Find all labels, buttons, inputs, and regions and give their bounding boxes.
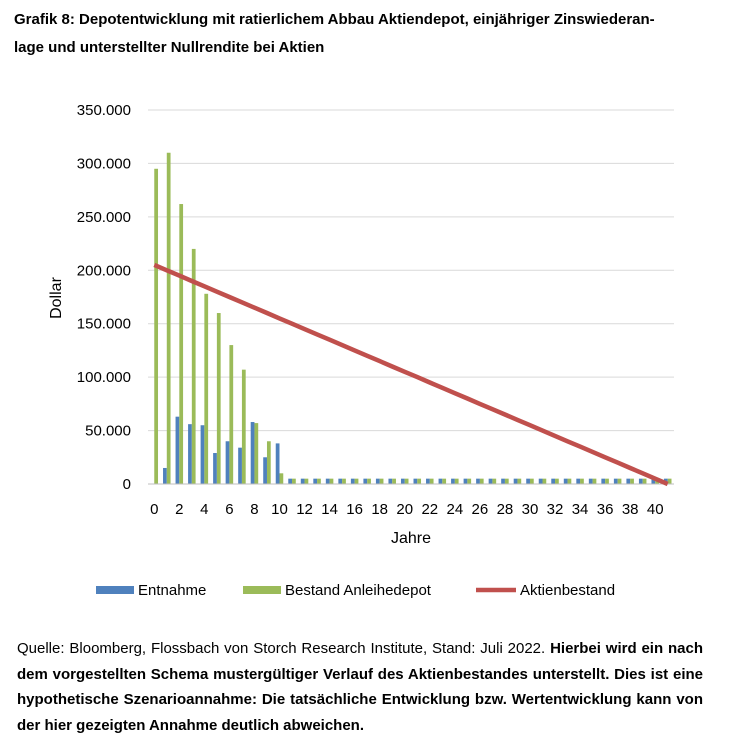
chart-title-line-2: lage und unterstellter Nullrendite bei Aktien (14, 39, 325, 56)
source-text: Quelle: Bloomberg, Flossbach von Storch Research Institute, Stand: Juli 2022. (17, 640, 546, 657)
entnahme-bar (614, 479, 618, 484)
x-tick-label: 22 (421, 501, 439, 518)
bestand-bar (668, 479, 672, 484)
bestand-bar (380, 479, 384, 484)
bestand-bar (292, 479, 296, 484)
bestand-bar (355, 479, 359, 484)
entnahme-bar (188, 424, 192, 484)
entnahme-bar (163, 468, 167, 484)
entnahme-bar (539, 479, 543, 484)
bestand-bar (480, 479, 484, 484)
entnahme-bar (351, 479, 355, 484)
x-tick-label: 18 (371, 501, 389, 518)
entnahme-bar (263, 457, 267, 484)
entnahme-bar (251, 422, 255, 484)
bestand-bar (568, 479, 572, 484)
bestand-bar (618, 479, 622, 484)
y-axis-label: Dollar (48, 277, 65, 319)
bestand-bar (217, 313, 221, 484)
entnahme-bar (201, 425, 205, 484)
x-tick-label: 20 (396, 501, 414, 518)
entnahme-bar (501, 479, 505, 484)
x-tick-label: 6 (225, 501, 234, 518)
entnahme-bar (526, 479, 530, 484)
entnahme-bar (564, 479, 568, 484)
y-tick-label: 350.000 (76, 102, 131, 119)
entnahme-bar (426, 479, 430, 484)
bestand-bar (342, 479, 346, 484)
legend-label-entnahme: Entnahme (138, 582, 207, 599)
legend-label-bestand: Bestand Anleihedepot (285, 582, 431, 599)
bestand-bar (242, 370, 246, 484)
entnahme-bar (363, 479, 367, 484)
bestand-bar (580, 479, 584, 484)
x-tick-label: 12 (296, 501, 313, 518)
x-tick-label: 32 (546, 501, 564, 518)
disclaimer-text: Hierbei wird ein nach dem vorgestellten Schema mustergültiger Verlauf des Aktienbestandes unterstellt. Dies ist eine hypothetische Szenarioannahme: Die tatsächliche Entwicklung bzw. Wertentwicklung kann von der hier gezeigten Annahme deutlich abweichen. (17, 640, 704, 734)
x-tick-label: 2 (175, 501, 184, 518)
bestand-bar (417, 479, 421, 484)
entnahme-bar (388, 479, 392, 484)
entnahme-bar (288, 479, 292, 484)
bestand-bar (367, 479, 371, 484)
x-tick-label: 14 (321, 501, 338, 518)
bestand-bar (267, 441, 271, 484)
y-tick-label: 150.000 (76, 315, 131, 333)
source-note (17, 636, 703, 738)
bestand-bar (605, 479, 609, 484)
bestand-bar (405, 479, 409, 484)
entnahme-bar (489, 479, 493, 484)
entnahme-bar (301, 479, 305, 484)
entnahme-bar (439, 479, 443, 484)
entnahme-bar (639, 479, 643, 484)
bestand-bar (330, 479, 334, 484)
x-tick-label: 0 (150, 501, 159, 518)
entnahme-bar (576, 479, 580, 484)
y-tick-label: 0 (122, 476, 131, 493)
bestand-bar (505, 479, 509, 484)
entnahme-bar (176, 417, 180, 484)
entnahme-bar (464, 479, 468, 484)
entnahme-bar (226, 441, 230, 484)
y-tick-label: 250.000 (76, 208, 131, 226)
x-axis-ticks (150, 501, 663, 518)
entnahme-bar (376, 479, 380, 484)
bestand-bar (555, 479, 559, 484)
bestand-anleihedepot-bars (154, 153, 671, 484)
y-tick-label: 50.000 (85, 422, 131, 440)
x-tick-label: 30 (521, 501, 539, 518)
entnahme-bar (238, 448, 242, 484)
bestand-bar (179, 204, 183, 484)
x-tick-label: 36 (596, 501, 614, 518)
x-tick-label: 26 (471, 501, 489, 518)
x-tick-label: 10 (271, 501, 288, 518)
legend (96, 582, 615, 599)
y-axis-ticks (77, 102, 131, 493)
entnahme-bar (401, 479, 405, 484)
x-tick-label: 16 (346, 501, 363, 518)
entnahme-bar (514, 479, 518, 484)
bestand-bar (442, 479, 446, 484)
entnahme-bar (313, 479, 317, 484)
bestand-bar (167, 153, 171, 484)
bestand-bar (517, 479, 521, 484)
x-tick-label: 8 (250, 501, 259, 518)
bestand-bar (630, 479, 634, 484)
entnahme-bar (276, 443, 280, 484)
chart-title-line-1: Grafik 8: Depotentwicklung mit ratierlichem Abbau Aktiendepot, einjähriger Zinswiederan- (14, 11, 655, 28)
entnahme-bar (476, 479, 480, 484)
bestand-bar (543, 479, 547, 484)
y-tick-label: 100.000 (76, 369, 131, 387)
x-tick-label: 34 (571, 501, 589, 518)
bestand-bar (430, 479, 434, 484)
entnahme-bar (551, 479, 555, 484)
y-tick-label: 300.000 (76, 155, 131, 173)
bestand-bar (254, 423, 258, 484)
gridlines (148, 110, 674, 431)
bestand-bar (392, 479, 396, 484)
x-tick-label: 24 (446, 501, 464, 518)
y-tick-label: 200.000 (76, 262, 131, 280)
bestand-bar (317, 479, 321, 484)
entnahme-bar (326, 479, 330, 484)
entnahme-bar (414, 479, 418, 484)
entnahme-bar (338, 479, 342, 484)
bestand-bar (154, 169, 158, 484)
bestand-bar (492, 479, 496, 484)
entnahme-bar (213, 453, 217, 484)
entnahme-bar (589, 479, 593, 484)
x-tick-label: 28 (496, 501, 514, 518)
bestand-bar (280, 473, 284, 484)
entnahme-bar (601, 479, 605, 484)
bestand-bar (455, 479, 459, 484)
bestand-bar (229, 345, 233, 484)
x-axis-label: Jahre (390, 530, 432, 547)
x-tick-label: 40 (646, 501, 664, 518)
bestand-bar (467, 479, 471, 484)
bestand-bar (643, 479, 647, 484)
bestand-bar (593, 479, 597, 484)
bestand-bar (530, 479, 534, 484)
legend-swatch-entnahme (96, 586, 134, 594)
bestand-bar (305, 479, 309, 484)
legend-swatch-bestand (243, 586, 281, 594)
bestand-bar (204, 294, 208, 484)
entnahme-bar (451, 479, 455, 484)
x-tick-label: 4 (200, 501, 209, 518)
legend-label-aktienbestand: Aktienbestand (520, 582, 616, 599)
x-tick-label: 38 (621, 501, 639, 518)
entnahme-bar (626, 479, 630, 484)
